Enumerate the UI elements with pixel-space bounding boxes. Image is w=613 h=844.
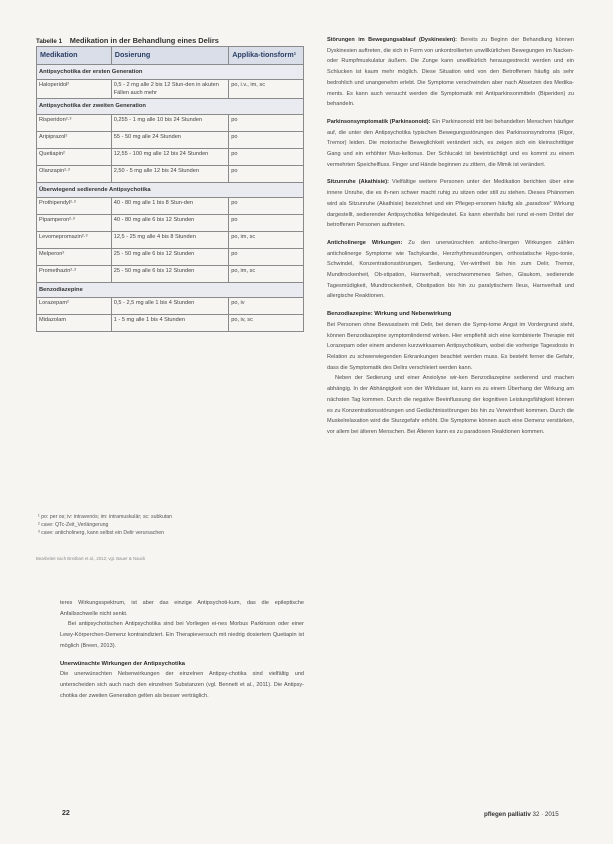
body-paragraph: Neben der Sedierung und einer Anxiolyse wir-ken Benzodiazepine sedierend und machen abhängig. In der Abhängigkeit von der Wirkdauer ist, kann es zu einem Überhang der Wirkung am nächsten Tag kommen. Durch die negative Beeinflussung der kognitiven Leistungsfähigkeit können es zu Konzentrationsstörungen und Gedächtnisstörungen bis hin zu Verwirrtheit kommen. Durch die Muskelrelaxation wird die Sturzgefahr erhöht. Die Symptome können auch eine Demenz verstärken, vor allem bei älteren Menschen. Bei Älteren kann es zu paradoxen Reaktionen kommen.	[327, 375, 574, 435]
cell-medication: Promethazin²·³	[37, 266, 112, 283]
cell-medication: Aripiprazol²	[37, 131, 112, 148]
table-group-row	[37, 182, 304, 197]
paragraph-text: Bereits zu Beginn der Behandlung können Dyskinesien auftreten, die sich in Form von unkontrollierten unwillkürlichen Bewegungen im Nacken- oder Rumpfmuskulatur äußern. Die Zunge kann unwillkürlich herausgestreckt werden und ein Schlucken ist kaum mehr möglich. Diese Situation wird von den Betroffenen häufig als sehr bedrohlich und unangenehm erlebt. Die Symptome verschwinden aber nach Absetzen des Medika-ments. Es kann auch versucht werden die Symptomatik mit Antiparkinsonmitteln (Biperiden) zu behandeln.	[327, 37, 574, 108]
table-row	[37, 215, 304, 232]
cell-dosage: 40 - 80 mg alle 6 bis 12 Stunden	[111, 215, 228, 232]
cell-dosage: 1 - 5 mg alle 1 bis 4 Stunden	[111, 315, 228, 332]
cell-route: po	[229, 198, 304, 215]
body-paragraph	[327, 238, 574, 302]
cell-medication: Levomepromazin²·³	[37, 232, 112, 249]
cell-medication: Haloperidol²	[37, 80, 112, 99]
footnote: ¹ po: per os; iv: intravenös; im: intramuskulär; sc: subkutan	[38, 514, 173, 520]
table-row	[37, 114, 304, 131]
table-row	[37, 315, 304, 332]
cell-medication: Lorazepam²	[37, 298, 112, 315]
body-paragraph	[327, 117, 574, 171]
table-row	[37, 148, 304, 165]
cell-route: po	[229, 249, 304, 266]
header-dosierung: Dosierung	[111, 47, 228, 65]
right-text-column	[327, 35, 574, 438]
table-row	[37, 165, 304, 182]
cell-medication: Prothipendyl²·³	[37, 198, 112, 215]
magazine-issue: 32 · 2015	[532, 811, 559, 818]
cell-medication: Midazolam	[37, 315, 112, 332]
body-paragraph: teres Wirkungsspektrum, ist aber das einzige Antipsychoti-kum, das die epileptische Anfallsschwelle nicht senkt.	[60, 600, 304, 617]
cell-dosage: 25 - 50 mg alle 6 bis 12 Stunden	[111, 249, 228, 266]
paragraph-lead: Anticholinerge Wirkungen:	[327, 239, 403, 246]
cell-medication: Quetiapin²	[37, 148, 112, 165]
section-heading: Unerwünschte Wirkungen der Antipsychotika	[60, 660, 186, 667]
header-medikation: Medikation	[37, 47, 112, 65]
body-paragraph	[327, 35, 574, 110]
paragraph-lead: Sitzunruhe (Akathisie):	[327, 179, 389, 186]
table-row	[37, 80, 304, 99]
table-row	[37, 232, 304, 249]
table-footnotes	[38, 513, 300, 537]
cell-medication: Risperidon²·³	[37, 114, 112, 131]
footnote: ² cave: QTc-Zeit_Verlängerung	[38, 522, 109, 529]
cell-dosage: 0,5 - 2,5 mg alle 1 bis 4 Stunden	[111, 298, 228, 315]
table-group-row	[37, 283, 304, 298]
paragraph-lead: Störungen im Bewegungsablauf (Dyskinesien):	[327, 37, 457, 43]
paragraph-lead: Parkinsonsymptomatik (Parkinsonoid):	[327, 118, 431, 125]
cell-dosage: 12,5 - 25 mg alle 4 bis 8 Stunden	[111, 232, 228, 249]
group-title: Antipsychotika der ersten Generation	[37, 64, 304, 79]
table-label: Tabelle 1	[36, 38, 63, 45]
table-row	[37, 249, 304, 266]
table-title: Medikation in der Behandlung eines Delirs	[69, 36, 219, 45]
footnote: ³ cave: anticholinerg, kann selbst ein Delir verursachen	[38, 530, 165, 537]
cell-route: po, iv	[229, 298, 304, 315]
cell-dosage: 12,55 - 100 mg alle 12 bis 24 Stunden	[111, 148, 228, 165]
cell-dosage: 40 - 80 mg alle 1 bis 8 Stun-den	[111, 198, 228, 215]
paragraph-text: Ein Parkinsonoid tritt bei behandelten Menschen häufiger auf, die unter den Antipsychotika typischen Bewegungsstörungen des Parkinsonsyndroms (Rigor, Tremor) leiden. Die motorische Beweglichkeit verändert sich, es zeigen sich ein kleinschrittiger Gang und ein erhöhter Mus-keltonus. Der Schlucakt ist beeinträchtigt und es kommt zu einem vermehrten Speichelfluss. Finger und Hände beginnen zu zittern, die Mimik ist verändert.	[327, 118, 574, 168]
group-title: Benzodiazepine	[37, 283, 304, 298]
magazine-name: pflegen palliativ	[484, 811, 531, 818]
table-row	[37, 198, 304, 215]
cell-route: po	[229, 131, 304, 148]
cell-route: po, i.v., im, sc	[229, 80, 304, 99]
section-heading: Benzodiazepine: Wirkung und Nebenwirkung	[327, 311, 452, 318]
cell-medication: Olanzapin²·³	[37, 165, 112, 182]
cell-route: po	[229, 215, 304, 232]
table-row	[37, 266, 304, 283]
body-paragraph: Die unerwünschten Nebenwirkungen der einzelnen Antipsy-chotika sind vielfältig und unterscheiden sich auch nach den einzelnen Substanzen (vgl. Bennett et al., 2011). Die Antipsy-chotika der zweiten Generation gelten als besser verträglich.	[60, 671, 304, 699]
left-text-column	[60, 598, 304, 701]
cell-route: po	[229, 165, 304, 182]
cell-route: po, iv, sc	[229, 315, 304, 332]
page-number: 22	[62, 810, 70, 817]
cell-route: po, im, sc	[229, 232, 304, 249]
cell-route: po	[229, 114, 304, 131]
body-paragraph: Bei Personen ohne Bewusstsein mit Delir, bei denen die Symp-tome Angst im Vordergrund steht, können Benzodiazepine symptomlindernd wirken. Hier empfiehlt sich eine kombinierte Therapie mit Lorazepam oder einem anderen kurzwirksamen Antipsychotikum, wobei die vorherige Tagesdosis in Relation zu schwerwiegenden Erkrankungen beachtet werden muss. Es besteht ferner die Gefahr, dass die Symptomatik des Delirs verschleiert werden kann.	[327, 321, 574, 371]
table-row	[37, 131, 304, 148]
table-group-row	[37, 99, 304, 114]
group-title: Antipsychotika der zweiten Generation	[37, 99, 304, 114]
group-title: Überwiegend sedierende Antipsychotika	[37, 182, 304, 197]
table-header-row	[37, 47, 304, 65]
cell-dosage: 0,5 - 2 mg alle 2 bis 12 Stun-den in akuten Fällen auch mehr	[111, 80, 228, 99]
table-caption	[36, 36, 306, 45]
cell-dosage: 25 - 50 mg alle 6 bis 12 Stunden	[111, 266, 228, 283]
magazine-footer	[484, 811, 559, 818]
cell-route: po, im, sc	[229, 266, 304, 283]
table-source: Bearbeitet nach Breitbart et al., 2012; vgl. Bauer & Nauck	[36, 556, 146, 561]
table-group-row	[37, 64, 304, 79]
cell-dosage: 2,50 - 5 mg alle 12 bis 24 Stunden	[111, 165, 228, 182]
body-paragraph: Bei antipsychotischen Antipsychotika sind bei Vorliegen ei-nes Morbus Parkinson oder einer Lewy-Körperchen-Demenz kontraindiziert. Ein Therapieversuch mit niedrig dosiertem Quetiapin ist möglich (Breen, 2013).	[60, 621, 304, 649]
header-applikationsform: Applika-tionsform¹	[229, 47, 304, 65]
cell-dosage: 55 - 50 mg alle 24 Stunden	[111, 131, 228, 148]
cell-dosage: 0,255 - 1 mg alle 10 bis 24 Stunden	[111, 114, 228, 131]
cell-route: po	[229, 148, 304, 165]
paragraph-text: Zu den unerwünschten anticho-linergen Wirkungen zählen anticholinerge Symptome wie Tachykardie, Herzrhythmusstörungen, orthostatische Hypo-tonie, Schwindel, Konzentrationsstörungen, Sedierung, Ver-wirrtheit bis hin zum Delir, Tremor, Mundtrockenheit, Ob-stipation, Harnverhalt, verschwommenes Sehen, Glaukom, sedierende Tagesmüdigkeit, Mundtrockenheit, Obstipation bis hin zu paralytischem Ileus, Harnverhalt und allergische Reaktionen.	[327, 239, 574, 300]
table-row	[37, 298, 304, 315]
medication-table	[36, 46, 304, 332]
body-paragraph	[327, 177, 574, 231]
paragraph-text: Vielfältige weitere Personen unter der Medikation berichten über eine innere Unruhe, die es ih-nen schwer macht ruhig zu sitzen oder still zu stehen. Dieses Phänomen wird als Sitzunruhe (Akathisie) bezeichnet und ein Pflegep-ersonen häufig als „paradoxe“ Wirkung dargestellt, sedierender Antipsychotika fehlgedeutet. Es kann ebenfalls bei rund ei-nem Drittel der betroffenen Personen auftreten.	[327, 179, 575, 229]
cell-medication: Pipamperon²·³	[37, 215, 112, 232]
cell-medication: Melperon²	[37, 249, 112, 266]
